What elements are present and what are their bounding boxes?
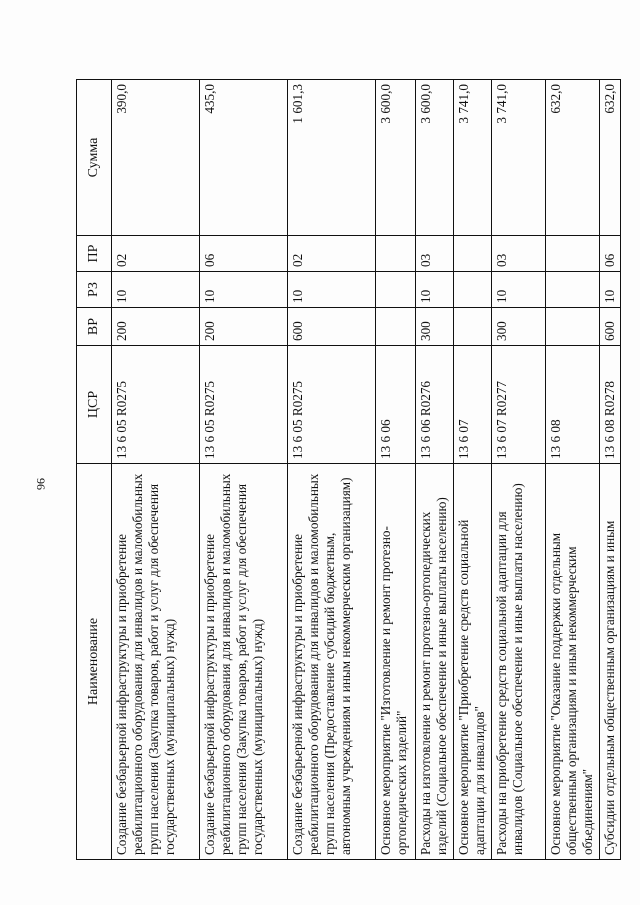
cell-sum: 3 600,0	[376, 80, 416, 236]
cell-sum: 390,0	[112, 80, 200, 236]
cell-csr: 13 6 05 R0275	[288, 346, 376, 464]
table-row	[200, 80, 288, 860]
table-row	[288, 80, 376, 860]
cell-name: Расходы на изготовление и ремонт протезно-ортопедических изделий (Социальное обеспечение и иные выплаты населению)	[416, 464, 454, 860]
cell-csr: 13 6 06 R0276	[416, 346, 454, 464]
cell-csr: 13 6 08 R0278	[600, 346, 621, 464]
table-row	[492, 80, 546, 860]
cell-sum: 3 741,0	[492, 80, 546, 236]
cell-name: Создание безбарьерной инфраструктуры и приобретение реабилитационного оборудования для инвалидов и маломобильных групп населения (Закупка товаров, работ и услуг для обеспечения государственных (муниципальных) нужд)	[200, 464, 288, 860]
cell-vr: 200	[200, 308, 288, 346]
cell-rz	[376, 272, 416, 308]
cell-vr: 200	[112, 308, 200, 346]
cell-name: Основное мероприятие "Изготовление и ремонт протезно-ортопедических изделий"	[376, 464, 416, 860]
cell-vr	[376, 308, 416, 346]
cell-rz	[454, 272, 492, 308]
header-sum: Сумма	[77, 80, 112, 236]
cell-rz: 10	[600, 272, 621, 308]
cell-rz: 10	[288, 272, 376, 308]
cell-sum: 632,0	[600, 80, 621, 236]
cell-rz: 10	[492, 272, 546, 308]
cell-name: Создание безбарьерной инфраструктуры и приобретение реабилитационного оборудования для инвалидов и маломобильных групп населения (Закупка товаров, работ и услуг для обеспечения государственных (муниципальных) нужд)	[112, 464, 200, 860]
cell-name: Основное мероприятие "Оказание поддержки отдельным общественным организациям и иным некоммерческим объединениям"	[546, 464, 600, 860]
cell-name: Субсидии отдельным общественным организациям и иным	[600, 464, 621, 860]
table-row	[416, 80, 454, 860]
cell-sum: 632,0	[546, 80, 600, 236]
cell-vr	[454, 308, 492, 346]
cell-rz: 10	[416, 272, 454, 308]
cell-name: Создание безбарьерной инфраструктуры и приобретение реабилитационного оборудования для инвалидов и маломобильных групп населения (Предоставление субсидий бюджетным, автономным учреждениям и иным некоммерческим организациям)	[288, 464, 376, 860]
cell-pr: 02	[112, 236, 200, 272]
cell-pr	[546, 236, 600, 272]
table-row	[376, 80, 416, 860]
cell-vr: 600	[288, 308, 376, 346]
cell-name: Основное мероприятие "Приобретение средств социальной адаптации для инвалидов"	[454, 464, 492, 860]
cell-pr: 02	[288, 236, 376, 272]
cell-rz: 10	[112, 272, 200, 308]
cell-csr: 13 6 05 R0275	[112, 346, 200, 464]
cell-rz	[546, 272, 600, 308]
table-row	[454, 80, 492, 860]
cell-csr: 13 6 07	[454, 346, 492, 464]
budget-table	[76, 79, 621, 860]
header-name: Наименование	[77, 464, 112, 860]
cell-sum: 1 601,3	[288, 80, 376, 236]
cell-sum: 3 741,0	[454, 80, 492, 236]
header-rz: РЗ	[77, 272, 112, 308]
cell-vr: 300	[416, 308, 454, 346]
cell-rz: 10	[200, 272, 288, 308]
page-number: 96	[34, 478, 48, 490]
cell-vr: 300	[492, 308, 546, 346]
cell-csr: 13 6 06	[376, 346, 416, 464]
cell-csr: 13 6 08	[546, 346, 600, 464]
cell-pr	[376, 236, 416, 272]
cell-sum: 435,0	[200, 80, 288, 236]
cell-vr: 600	[600, 308, 621, 346]
cell-pr: 03	[416, 236, 454, 272]
cell-pr: 06	[200, 236, 288, 272]
table-row	[546, 80, 600, 860]
cell-csr: 13 6 07 R0277	[492, 346, 546, 464]
table-header-row	[77, 80, 112, 860]
cell-name: Расходы на приобретение средств социальной адаптации для инвалидов (Социальное обеспечение и иные выплаты населению)	[492, 464, 546, 860]
header-pr: ПР	[77, 236, 112, 272]
cell-sum: 3 600,0	[416, 80, 454, 236]
cell-vr	[546, 308, 600, 346]
cell-pr: 06	[600, 236, 621, 272]
table-row	[112, 80, 200, 860]
header-csr: ЦСР	[77, 346, 112, 464]
rotated-table-wrapper	[76, 80, 617, 860]
cell-csr: 13 6 05 R0275	[200, 346, 288, 464]
header-vr: ВР	[77, 308, 112, 346]
cell-pr	[454, 236, 492, 272]
table-row	[600, 80, 621, 860]
cell-pr: 03	[492, 236, 546, 272]
